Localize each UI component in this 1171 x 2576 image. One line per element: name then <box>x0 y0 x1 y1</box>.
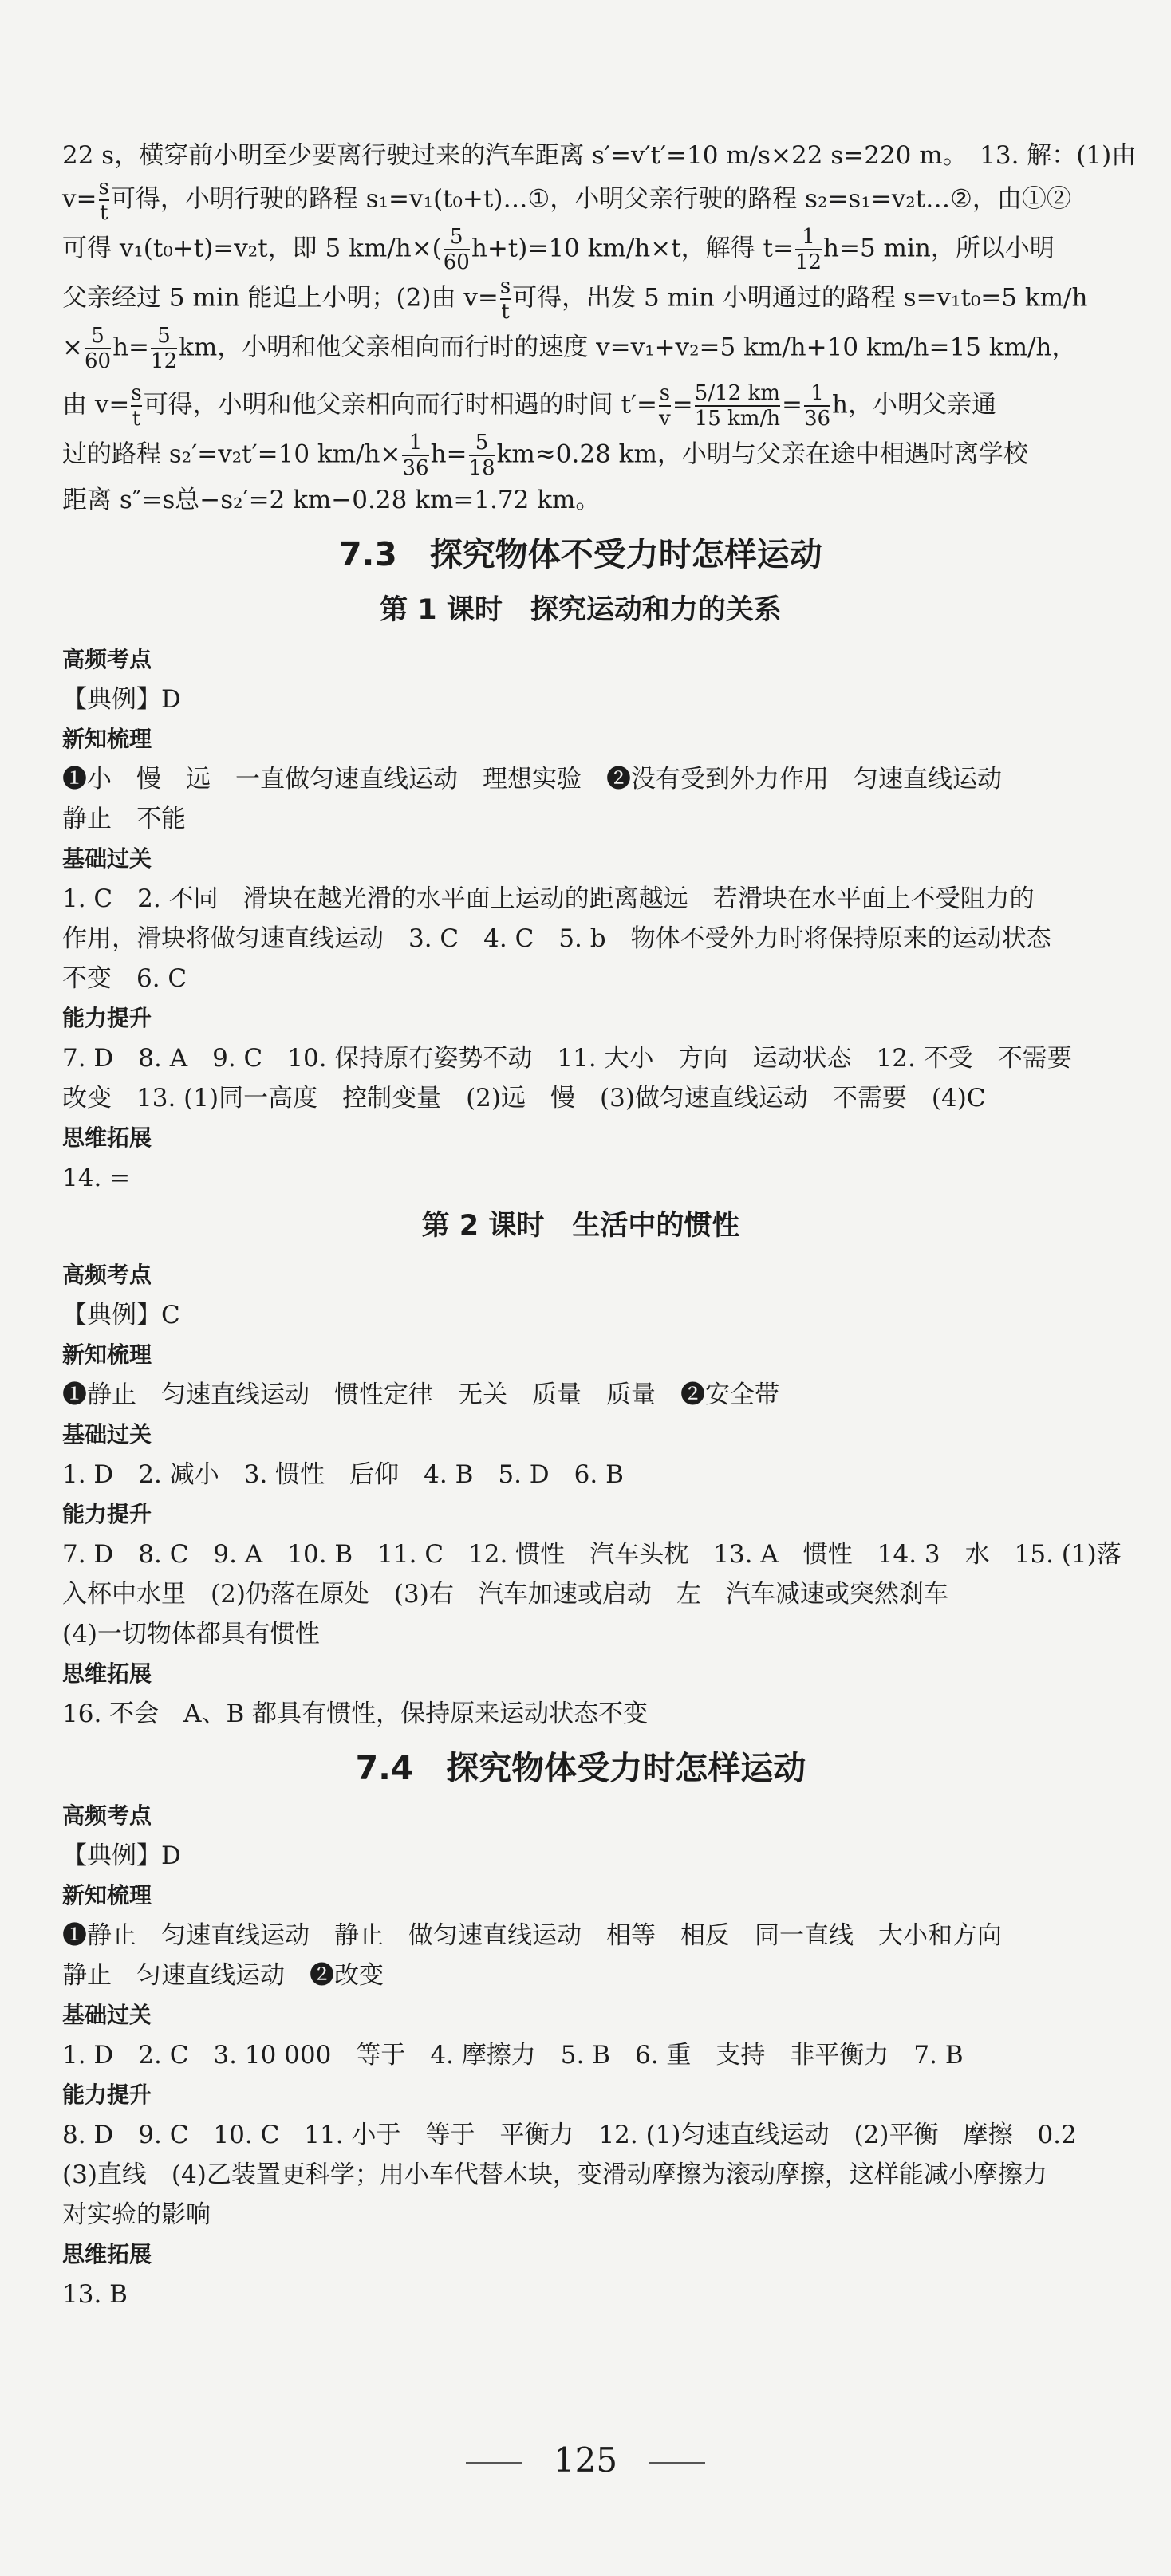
text-line: (3)直线 (4)乙装置更科学；用小车代替木块，变滑动摩擦为滚动摩擦，这样能减小摩擦力 <box>62 2160 1047 2189</box>
fraction-numerator: s <box>659 381 671 405</box>
text-line: 7. D 8. A 9. C 10. 保持原有姿势不动 11. 大小 方向 运动状态 12. 不受 不需要 <box>62 1044 1072 1073</box>
fraction-denominator: 12 <box>151 349 178 373</box>
fraction-numerator: s <box>98 175 109 199</box>
fraction <box>444 225 470 274</box>
text-line: ❶小 慢 远 一直做匀速直线运动 理想实验 ❷没有受到外力作用 匀速直线运动 <box>62 765 1002 794</box>
fraction-numerator: 1 <box>408 431 423 455</box>
subsection-heading: 能力提升 <box>62 1005 152 1031</box>
footer-dash <box>649 2462 705 2464</box>
text-run: h+t)=10 km/h×t，解得 t= <box>471 234 794 263</box>
fraction <box>469 431 495 480</box>
text-line: 1. C 2. 不同 滑块在越光滑的水平面上运动的距离越远 若滑块在水平面上不受阻力的 <box>62 884 1035 913</box>
fraction-numerator: 5 <box>91 324 104 348</box>
text-run: 可得，出发 5 min 小明通过的路程 s=v₁t₀=5 km/h <box>512 283 1088 313</box>
text-line: 作用，滑块将做匀速直线运动 3. C 4. C 5. b 物体不受外力时将保持原来的运动状态 <box>62 924 1051 953</box>
fraction-denominator: t <box>501 300 510 324</box>
fraction-denominator: v <box>659 407 671 431</box>
fraction-numerator: 5 <box>450 225 463 249</box>
section-title: 7.4 探究物体受力时怎样运动 <box>355 1749 806 1787</box>
fraction <box>795 225 822 274</box>
fraction-denominator: 15 km/h <box>694 407 780 431</box>
text-line: 静止 不能 <box>62 805 186 833</box>
subsection-heading: 新知梳理 <box>62 1341 152 1368</box>
text-line: 13. B <box>62 2280 128 2309</box>
fraction-numerator: 1 <box>810 381 824 405</box>
text-line <box>62 381 1099 431</box>
text-line: 【典例】D <box>62 685 181 714</box>
text-run: 可得，小明行驶的路程 s₁=v₁(t₀+t)…①，小明父亲行驶的路程 s₂=s₁=v₂t…②，由①② <box>110 184 1071 214</box>
fraction-numerator: s <box>131 381 142 405</box>
fraction <box>99 175 109 225</box>
fraction-numerator: s <box>499 274 511 298</box>
fraction-denominator: t <box>132 407 141 431</box>
text-line: 1. D 2. C 3. 10 000 等于 4. 摩擦力 5. B 6. 重 支持 非平衡力 7. B <box>62 2041 964 2070</box>
text-line: (4)一切物体都具有惯性 <box>62 1620 320 1648</box>
text-line: 入杯中水里 (2)仍落在原处 (3)右 汽车加速或启动 左 汽车减速或突然刹车 <box>62 1580 948 1609</box>
text-run: h= <box>430 439 467 469</box>
text-line: 静止 匀速直线运动 ❷改变 <box>62 1961 384 1990</box>
fraction-numerator: 1 <box>802 225 815 249</box>
footer-dash <box>466 2462 522 2464</box>
page-footer <box>0 2440 1171 2479</box>
text-line: 距离 s″=s总−s₂′=2 km−0.28 km=1.72 km。 <box>62 486 601 514</box>
text-run: × <box>62 333 83 362</box>
fraction-denominator: 18 <box>468 456 495 480</box>
lesson-title: 第 2 课时 生活中的惯性 <box>421 1210 740 1242</box>
text-line: 7. D 8. C 9. A 10. B 11. C 12. 惯性 汽车头枕 13. A 惯性 14. 3 水 15. (1)落 <box>62 1540 1122 1569</box>
subsection-heading: 新知梳理 <box>62 1882 152 1908</box>
text-line: ❶静止 匀速直线运动 静止 做匀速直线运动 相等 相反 同一直线 大小和方向 <box>62 1921 1002 1950</box>
lesson-title: 第 1 课时 探究运动和力的关系 <box>380 594 782 626</box>
fraction <box>151 324 177 373</box>
subsection-heading: 思维拓展 <box>62 1660 152 1687</box>
text-line: 不变 6. C <box>62 964 187 993</box>
fraction-denominator: 60 <box>84 349 112 373</box>
text-run: 过的路程 s₂′=v₂t′=10 km/h× <box>62 439 401 469</box>
fraction-denominator: 12 <box>794 250 822 274</box>
text-line: 14. = <box>62 1164 131 1192</box>
text-run: km，小明和他父亲相向而行时的速度 v=v₁+v₂=5 km/h+10 km/h=15 km/h， <box>179 333 1077 362</box>
subsection-heading: 基础过关 <box>62 2002 152 2028</box>
fraction <box>131 381 141 431</box>
fraction <box>659 381 671 431</box>
text-line: 对实验的影响 <box>62 2200 211 2229</box>
subsection-heading: 基础过关 <box>62 845 152 872</box>
text-line <box>62 225 1099 274</box>
subsection-heading: 基础过关 <box>62 1421 152 1448</box>
subsection-heading: 思维拓展 <box>62 1125 152 1151</box>
text-line: 【典例】D <box>62 1841 181 1870</box>
subsection-heading: 新知梳理 <box>62 726 152 752</box>
subsection-heading: 高频考点 <box>62 1262 152 1288</box>
text-line <box>62 175 1099 225</box>
text-run: km≈0.28 km，小明与父亲在途中相遇时离学校 <box>496 439 1028 469</box>
fraction-denominator: t <box>99 201 108 225</box>
subsection-heading: 高频考点 <box>62 1802 152 1829</box>
text-line: 8. D 9. C 10. C 11. 小于 等于 平衡力 12. (1)匀速直线运动 (2)平衡 摩擦 0.2 <box>62 2121 1077 2149</box>
fraction-denominator: 36 <box>402 456 429 480</box>
fraction <box>85 324 111 373</box>
text-run: 由 v= <box>62 390 130 419</box>
fraction <box>804 381 830 431</box>
fraction-denominator: 60 <box>443 250 470 274</box>
fraction-denominator: 36 <box>803 407 831 431</box>
text-run: 可得，小明和他父亲相向而行时相遇的时间 t′= <box>143 390 658 419</box>
text-run: h= <box>112 333 150 362</box>
subsection-heading: 能力提升 <box>62 2082 152 2108</box>
text-run: 可得 v₁(t₀+t)=v₂t，即 5 km/h×( <box>62 234 442 263</box>
text-run: = <box>672 390 693 419</box>
subsection-heading: 能力提升 <box>62 1501 152 1527</box>
subsection-heading: 高频考点 <box>62 646 152 672</box>
text-run: v= <box>62 184 97 214</box>
fraction <box>500 274 511 324</box>
fraction <box>695 381 780 431</box>
text-line: 22 s，横穿前小明至少要离行驶过来的汽车距离 s′=v′t′=10 m/s×22 s=220 m。 13. 解：(1)由 <box>62 141 1137 170</box>
text-line: ❶静止 匀速直线运动 惯性定律 无关 质量 质量 ❷安全带 <box>62 1381 779 1409</box>
section-title: 7.3 探究物体不受力时怎样运动 <box>339 535 822 573</box>
fraction-numerator: 5 <box>475 431 489 455</box>
fraction <box>402 431 428 480</box>
page-content <box>62 136 1137 2314</box>
text-line: 16. 不会 A、B 都具有惯性，保持原来运动状态不变 <box>62 1700 649 1728</box>
text-run: h=5 min，所以小明 <box>823 234 1055 263</box>
fraction-numerator: 5/12 km <box>694 381 780 405</box>
text-run: = <box>781 390 802 419</box>
page-number: 125 <box>553 2440 618 2479</box>
text-line: 【典例】C <box>62 1301 180 1329</box>
fraction-numerator: 5 <box>157 324 171 348</box>
text-run: h，小明父亲通 <box>832 390 997 419</box>
text-line <box>62 274 1099 324</box>
text-line: 1. D 2. 减小 3. 惯性 后仰 4. B 5. D 6. B <box>62 1460 624 1489</box>
subsection-heading: 思维拓展 <box>62 2241 152 2267</box>
text-line <box>62 324 1099 373</box>
text-line <box>62 431 1099 480</box>
text-line: 改变 13. (1)同一高度 控制变量 (2)远 慢 (3)做匀速直线运动 不需要 (4)C <box>62 1084 986 1113</box>
text-run: 父亲经过 5 min 能追上小明；(2)由 v= <box>62 283 499 313</box>
